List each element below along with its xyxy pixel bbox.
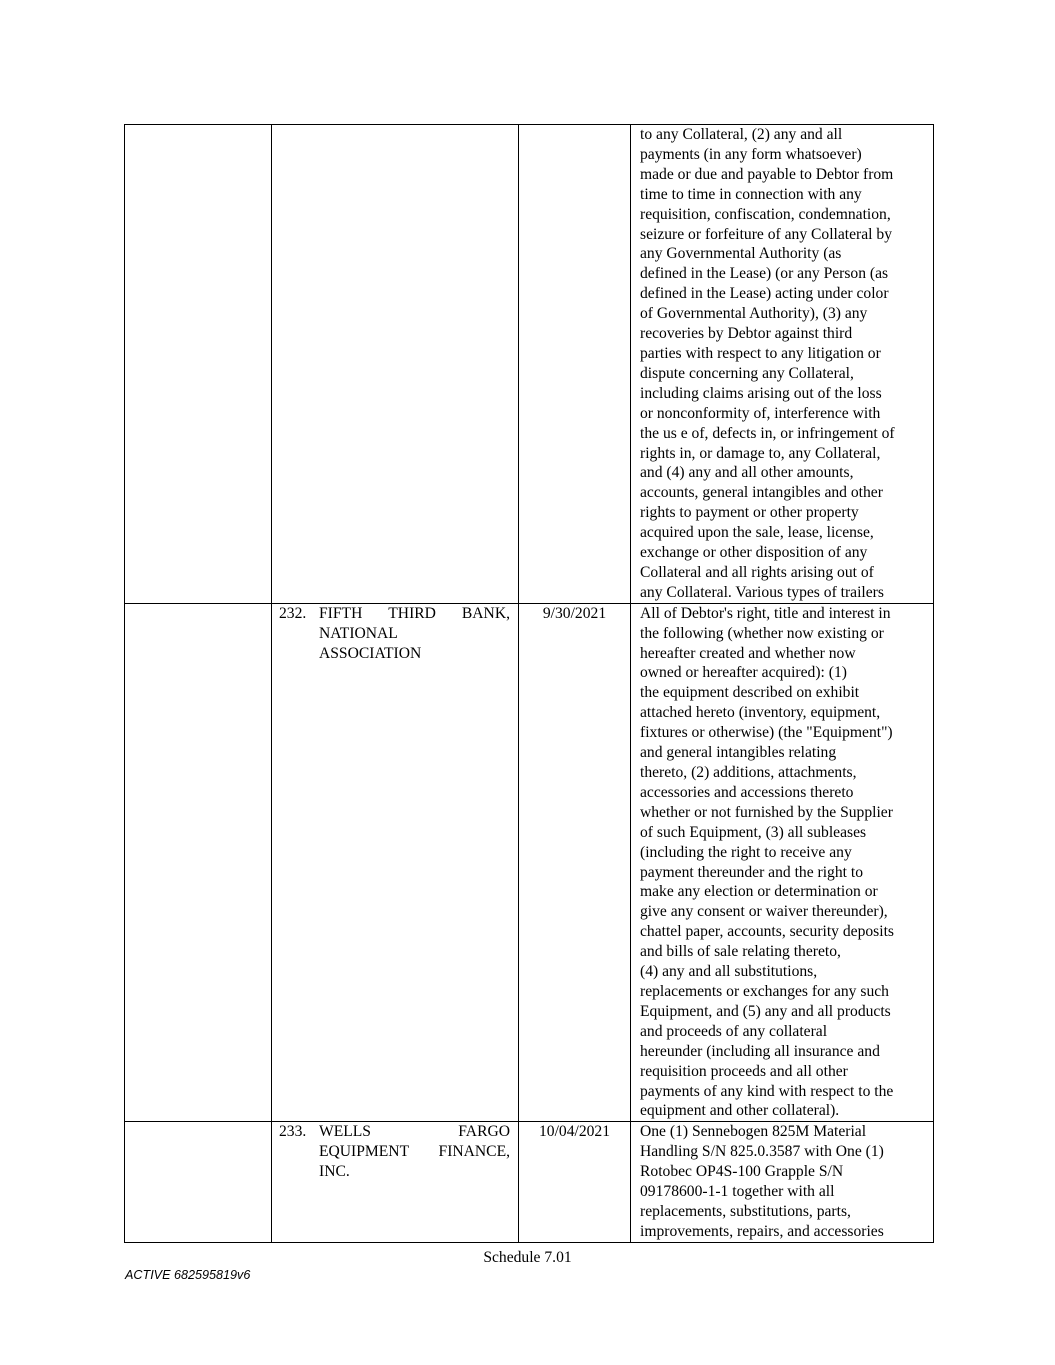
description-line: owned or hereafter acquired): (1) — [640, 664, 847, 682]
party-name-word: WELLS — [319, 1123, 371, 1141]
table-row — [125, 125, 934, 604]
party-name-word: FIFTH — [319, 604, 363, 622]
secured-party-cell — [272, 1122, 519, 1242]
blank-cell — [125, 1122, 272, 1242]
collateral-description-cell — [631, 603, 934, 1122]
description-line: and proceeds of any collateral — [640, 1022, 828, 1040]
description-line: whether or not furnished by the Supplier — [640, 803, 893, 821]
party-name-word: FINANCE, — [438, 1143, 510, 1161]
description-line: rights to payment or other property — [640, 504, 859, 522]
secured-party-name — [319, 1122, 510, 1182]
description-line: parties with respect to any litigation or — [640, 344, 881, 362]
party-name-line — [319, 624, 510, 644]
filing-date-cell — [519, 603, 631, 1122]
description-line: acquired upon the sale, lease, license, — [640, 524, 874, 542]
description-line: make any election or determination or — [640, 883, 878, 901]
secured-party — [272, 604, 518, 664]
description-line: Rotobec OP4S-100 Grapple S/N — [640, 1163, 844, 1181]
collateral-description — [631, 125, 933, 603]
description-line: give any consent or waiver thereunder), — [640, 903, 888, 921]
party-name-word: BANK, — [461, 604, 510, 622]
description-line: Handling S/N 825.0.3587 with One (1) — [640, 1143, 884, 1161]
table-row — [125, 603, 934, 1122]
description-line: attached hereto (inventory, equipment, — [640, 704, 881, 722]
party-name-line — [319, 644, 510, 664]
party-name-word: FARGO — [458, 1123, 510, 1141]
description-line: All of Debtor's right, title and interest in — [640, 604, 891, 622]
description-line: hereunder (including all insurance and — [640, 1042, 880, 1060]
description-line: accessories and accessions thereto — [640, 783, 854, 801]
description-line: seizure or forfeiture of any Collateral by — [640, 225, 892, 243]
description-line: including claims arising out of the loss — [640, 384, 882, 402]
description-line: payments of any kind with respect to the — [640, 1082, 894, 1100]
description-line: any Governmental Authority (as — [640, 245, 842, 263]
description-line: defined in the Lease) (or any Person (as — [640, 265, 889, 283]
description-line: 09178600-1-1 together with all — [640, 1183, 835, 1201]
description-line: improvements, repairs, and accessories — [640, 1222, 884, 1240]
description-line: accounts, general intangibles and other — [640, 484, 883, 502]
secured-party-cell — [272, 125, 519, 604]
description-line: exchange or other disposition of any — [640, 544, 868, 562]
description-line: or nonconformity of, interference with — [640, 404, 881, 422]
description-line: replacements, substitutions, parts, — [640, 1202, 851, 1220]
filing-date-cell — [519, 1122, 631, 1242]
party-name-line — [319, 1122, 510, 1142]
description-line: payments (in any form whatsoever) — [640, 145, 862, 163]
description-line: recoveries by Debtor against third — [640, 325, 853, 343]
blank-cell — [125, 603, 272, 1122]
collateral-description — [631, 1122, 933, 1241]
description-line: and general intangibles relating — [640, 744, 837, 762]
collateral-description — [631, 604, 933, 1122]
party-name-word: INC. — [319, 1163, 350, 1181]
description-line: any Collateral. Various types of trailers — [640, 583, 884, 601]
description-line: hereafter created and whether now — [640, 644, 856, 662]
filing-date: 10/04/2021 — [538, 1123, 611, 1141]
blank-cell — [125, 125, 272, 604]
description-line: (including the right to receive any — [640, 843, 852, 861]
description-line: payment thereunder and the right to — [640, 863, 864, 881]
description-line: equipment and other collateral). — [640, 1102, 840, 1120]
description-line: (4) any and all substitutions, — [640, 963, 818, 981]
description-line: dispute concerning any Collateral, — [640, 364, 854, 382]
secured-party — [272, 1122, 518, 1182]
filing-date-cell — [519, 125, 631, 604]
description-line: to any Collateral, (2) any and all — [640, 126, 843, 143]
description-line: made or due and payable to Debtor from — [640, 165, 894, 183]
description-line: replacements or exchanges for any such — [640, 982, 889, 1000]
description-line: fixtures or otherwise) (the "Equipment") — [640, 724, 893, 742]
description-line: of Governmental Authority), (3) any — [640, 305, 868, 323]
description-line: the following (whether now existing or — [640, 624, 884, 642]
description-line: the equipment described on exhibit — [640, 684, 860, 702]
entry-number: 232. — [279, 604, 307, 622]
description-line: thereto, (2) additions, attachments, — [640, 764, 857, 781]
description-line: Equipment, and (5) any and all products — [640, 1002, 891, 1020]
description-line: and bills of sale relating thereto, — [640, 943, 841, 961]
party-name-line — [319, 1162, 510, 1182]
description-line: the us e of, defects in, or infringement of — [640, 424, 895, 442]
document-id: ACTIVE 682595819v6 — [125, 1268, 251, 1282]
party-name-line — [319, 1142, 510, 1162]
party-name-word: THIRD — [388, 604, 436, 622]
party-name-word: ASSOCIATION — [319, 644, 422, 662]
lien-schedule-table — [124, 124, 934, 1243]
table-row — [125, 1122, 934, 1242]
description-line: of such Equipment, (3) all subleases — [640, 823, 867, 841]
description-line: chattel paper, accounts, security deposits — [640, 923, 894, 941]
filing-date: 9/30/2021 — [542, 604, 607, 622]
description-line: rights in, or damage to, any Collateral, — [640, 444, 881, 462]
description-line: and (4) any and all other amounts, — [640, 464, 854, 482]
description-line: requisition proceeds and all other — [640, 1062, 848, 1080]
secured-party-name — [319, 604, 510, 664]
entry-number: 233. — [279, 1123, 307, 1141]
description-line: defined in the Lease) acting under color — [640, 285, 889, 303]
party-name-word: NATIONAL — [319, 624, 398, 642]
schedule-footer: Schedule 7.01 — [483, 1249, 572, 1266]
collateral-description-cell — [631, 1122, 934, 1242]
description-line: requisition, confiscation, condemnation, — [640, 205, 891, 223]
lien-schedule-body — [125, 125, 934, 1243]
secured-party-cell — [272, 603, 519, 1122]
description-line: time to time in connection with any — [640, 185, 862, 203]
description-line: Collateral and all rights arising out of — [640, 563, 874, 581]
collateral-description-cell — [631, 125, 934, 604]
party-name-line — [319, 604, 510, 624]
party-name-word: EQUIPMENT — [319, 1143, 410, 1161]
description-line: One (1) Sennebogen 825M Material — [640, 1123, 867, 1141]
